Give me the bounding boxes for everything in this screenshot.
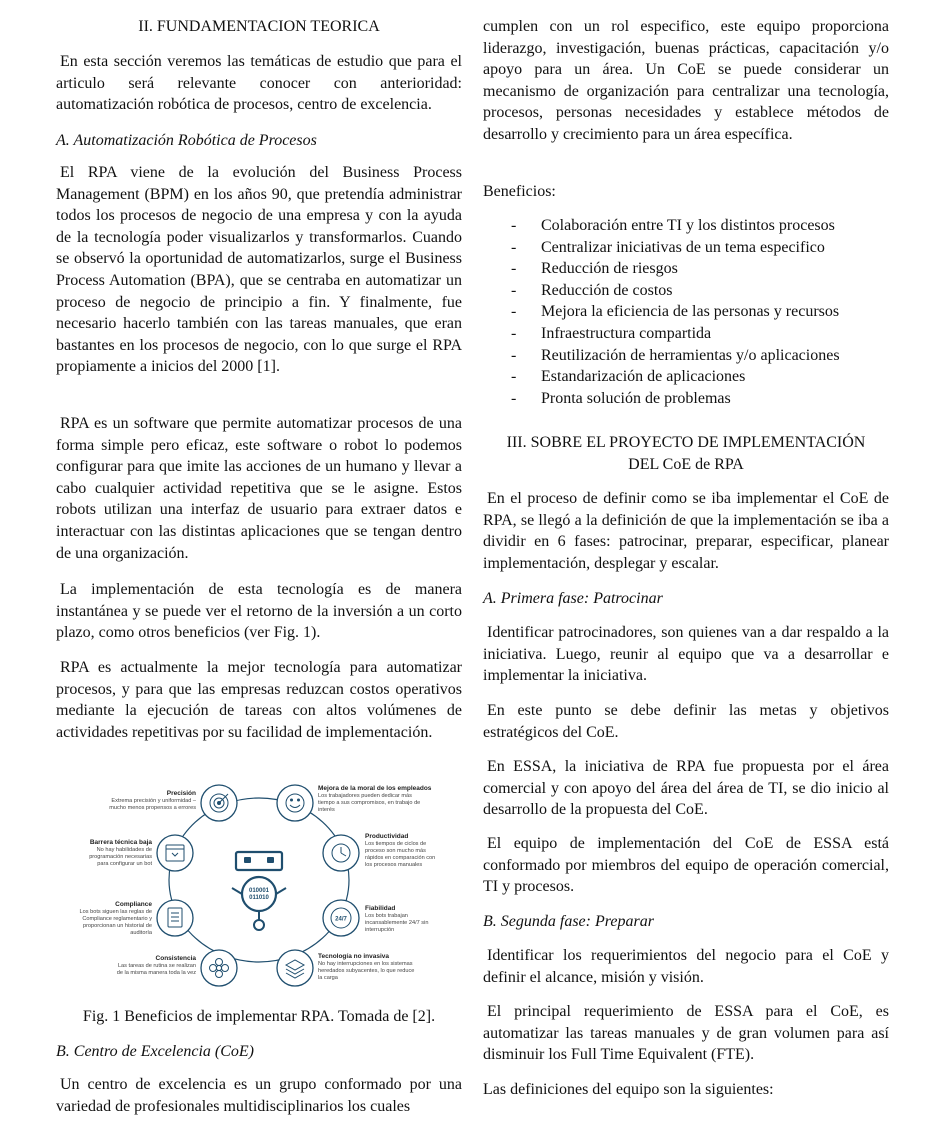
benefits-list [483,215,889,409]
productivity-label [365,833,435,868]
benefit-text: heredados subyacentes, lo que reduce [318,968,415,974]
morale-node [277,785,313,821]
list-item [483,301,889,323]
subsection-a-title: A. Automatización Robótica de Procesos [56,132,317,149]
paragraph-coe-definition: Un centro de excelencia es un grupo conformado por una variedad de profesionales multidisciplinarios los cuales [56,1076,462,1115]
rpa-benefits-diagram [56,770,462,990]
benefit-text: Los trabajadores pueden dedicar más [318,793,412,799]
benefit-text: Extrema precisión y uniformidad – [111,798,196,804]
benefit-item: Mejora la eficiencia de las personas y recursos [541,303,840,321]
bullet-dash: - [511,368,517,386]
benefit-text: mucho menos propensos a errores [109,805,196,811]
benefit-text: No hay interrupciones en los sistemas [318,961,413,967]
list-item [483,237,889,259]
benefit-text: rápidos en comparación con [365,855,436,861]
non-invasive-node [277,950,313,986]
paragraph-rpa-best: RPA es actualmente la mejor tecnología para automatizar procesos, y para que las empresas reduzcan costos operativos mediante la ejecución de tareas con altos volúmenes de actividades repetitivas por su facilidad de implementación. [56,659,462,741]
robot-icon [232,852,286,930]
benefit-title: Barrera técnica baja [89,839,152,846]
morale-label [318,785,432,813]
benefit-text: interés [318,807,335,813]
benefit-text: No hay habilidades de [96,847,152,853]
reliability-label [365,905,428,933]
paragraph-rpa-history: El RPA viene de la evolución del Business Process Management (BPM) en los años 90, que pretendía administrar todos los procesos de negocio de una empresa y con la ayuda de la tecnología poder visualizarlos y transformarlos. Cuando se observó la oportunidad de automatizarlos, surge el Business Process Automation (BPA), que se centraba en automatizar un proceso de negocio de principio a fin. Y finalmente, fue necesario hacerlo también con las tareas manuales, que eran bastantes en los procesos de negocio, con lo que surge el RPA propiamente a inicios del 2000 [1]. [56,164,462,376]
benefit-item: Centralizar iniciativas de un tema especifico [541,238,825,256]
paragraph-rpa-definition: RPA es un software que permite automatizar procesos de una forma simple pero eficaz, este software o robot lo podemos configurar para que imite las acciones de un humano y llevar a cabo cualquier actividad repetitiva que se le asigne. Estos robots utilizan una interfaz de usuario para extraer datos e interactuar con las distintas aplicaciones que se tengan dentro de una organización. [56,415,462,562]
list-item [483,215,889,237]
bullet-dash: - [511,281,517,299]
bullet-dash: - [511,217,517,234]
benefit-text: Los bots trabajan [365,913,408,919]
robot-code-2: 011010 [249,895,269,901]
benefit-text: auditoría [130,930,152,936]
precision-label [109,790,197,811]
benefit-item: Colaboración entre TI y los distintos procesos [541,217,835,234]
benefit-text: Las tareas de rutina se realizan [117,963,196,969]
benefit-text: Compliance reglamentario y [82,916,152,922]
benefit-text: los procesos manuales [365,862,423,868]
bullet-dash: - [511,324,517,342]
precision-node [201,785,237,821]
section-iii-title-line1: III. SOBRE EL PROYECTO DE IMPLEMENTACIÓN [506,434,866,451]
paragraph-definitions: Las definiciones del equipo son la siguientes: [483,1081,774,1098]
low-barrier-node [157,835,193,871]
benefit-item: Estandarización de aplicaciones [541,368,746,386]
bullet-dash: - [511,238,517,256]
consistency-node [201,950,237,986]
list-item [483,388,889,410]
subsection-b-title: B. Centro de Excelencia (CoE) [56,1043,254,1060]
benefit-text: tiempo a sus compromisos, en trabajo de [318,800,421,806]
benefit-text: proceso son mucho más [365,848,426,854]
paragraph-sponsors: Identificar patrocinadores, son quienes van a dar respaldo a la iniciativa. Luego, reunir al equipo que va a desarrollar e implementar la iniciativa. [483,624,889,685]
benefit-title: Tecnología no invasiva [318,953,390,960]
benefit-text: de la misma manera toda la vez [116,970,196,976]
benefit-text: programación necesarias [89,854,152,860]
list-item [483,258,889,280]
productivity-node [323,835,359,871]
list-item [483,280,889,302]
section-ii-intro: En esta sección veremos las temáticas de estudio que para el articulo será relevante conocer con anterioridad: automatización robótica de procesos, centro de excelencia. [56,53,462,114]
section-iii-title-line2: DEL CoE de RPA [628,456,744,473]
non-invasive-label [318,953,414,981]
section-ii-title: II. FUNDAMENTACION TEORICA [138,18,380,35]
benefit-text: Los bots siguen las reglas de [79,909,152,915]
rpa-benefits-figure [56,770,462,990]
benefit-text: interrupción [365,927,395,933]
compliance-label [80,901,153,936]
benefit-text: la carga [318,975,338,981]
benefit-text: para configurar un bot [97,861,152,867]
bullet-dash: - [511,260,517,278]
bullet-dash: - [511,303,517,321]
benefit-title: Fiabilidad [365,905,396,912]
low-barrier-label [89,839,152,867]
benefit-item: Reducción de riesgos [541,260,678,278]
paragraph-team: El equipo de implementación del CoE de ESSA está conformado por miembros del equipo de operación comercial, TI y procesos. [483,835,889,896]
bullet-dash: - [511,389,517,407]
benefit-text: Los tiempos de ciclos de [365,841,427,847]
paragraph-rpa-implementation: La implementación de esta tecnología es de manera instantánea y se puede ver el retorno de la inversión a un corto plazo, como otros beneficios (ver Fig. 1). [56,581,462,642]
benefit-title: Consistencia [155,955,196,962]
phase-b-title: B. Segunda fase: Preparar [483,913,654,930]
badge-247: 24/7 [335,916,347,923]
benefits-label: Beneficios: [483,183,556,200]
benefit-title: Compliance [115,901,152,908]
robot-code-1: 010001 [248,888,270,894]
figure-caption: Fig. 1 Beneficios de implementar RPA. Tomada de [2]. [82,1008,436,1025]
reliability-node [323,900,359,936]
benefit-item: Reducción de costos [541,281,673,299]
list-item [483,366,889,388]
paragraph-requirements: Identificar los requerimientos del negocio para el CoE y definir el alcance, misión y visión. [483,947,889,986]
bullet-dash: - [511,346,517,364]
benefit-item: Pronta solución de problemas [541,389,731,407]
benefit-title: Productividad [365,833,409,840]
paragraph-main-requirement: El principal requerimiento de ESSA para el CoE, es automatizar las tareas manuales y de gran volumen para así disminuir los Full Time Equivalent (FTE). [483,1003,889,1064]
list-item [483,345,889,367]
benefit-item: Reutilización de herramientas y/o aplicaciones [541,346,840,364]
phase-a-title: A. Primera fase: Patrocinar [483,590,663,607]
benefit-item: Infraestructura compartida [541,324,712,342]
compliance-node [157,900,193,936]
paragraph-coe-continued: cumplen con un rol especifico, este equipo proporciona liderazgo, investigación, buenas prácticas, capacitación y/o apoyo para un área. Un CoE se puede considerar un mecanismo de organización para centralizar una tecnología, procesos, personas necesidades y establece métodos de desarrollo y crecimiento para un área específica. [483,18,889,143]
paragraph-essa-initiative: En ESSA, la iniciativa de RPA fue propuesta por el área comercial y con apoyo del área del área de TI, se dio inicio al desarrollo de la propuesta del CoE. [483,758,889,819]
benefit-title: Mejora de la moral de los empleados [318,785,432,792]
paragraph-phases: En el proceso de definir como se iba implementar el CoE de RPA, se llegó a la definición de que la implementación se iba a dividir en 6 fases: patrocinar, preparar, especificar, planear implementación, desplegar y escalar. [483,490,889,572]
paragraph-goals: En este punto se debe definir las metas y objetivos estratégicos del CoE. [483,702,889,741]
benefit-text: proporcionan un historial de [82,923,152,929]
benefit-title: Precisión [166,790,196,797]
benefit-text: incansablemente 24/7 sin [365,920,429,926]
consistency-label [117,955,197,976]
list-item [483,323,889,345]
